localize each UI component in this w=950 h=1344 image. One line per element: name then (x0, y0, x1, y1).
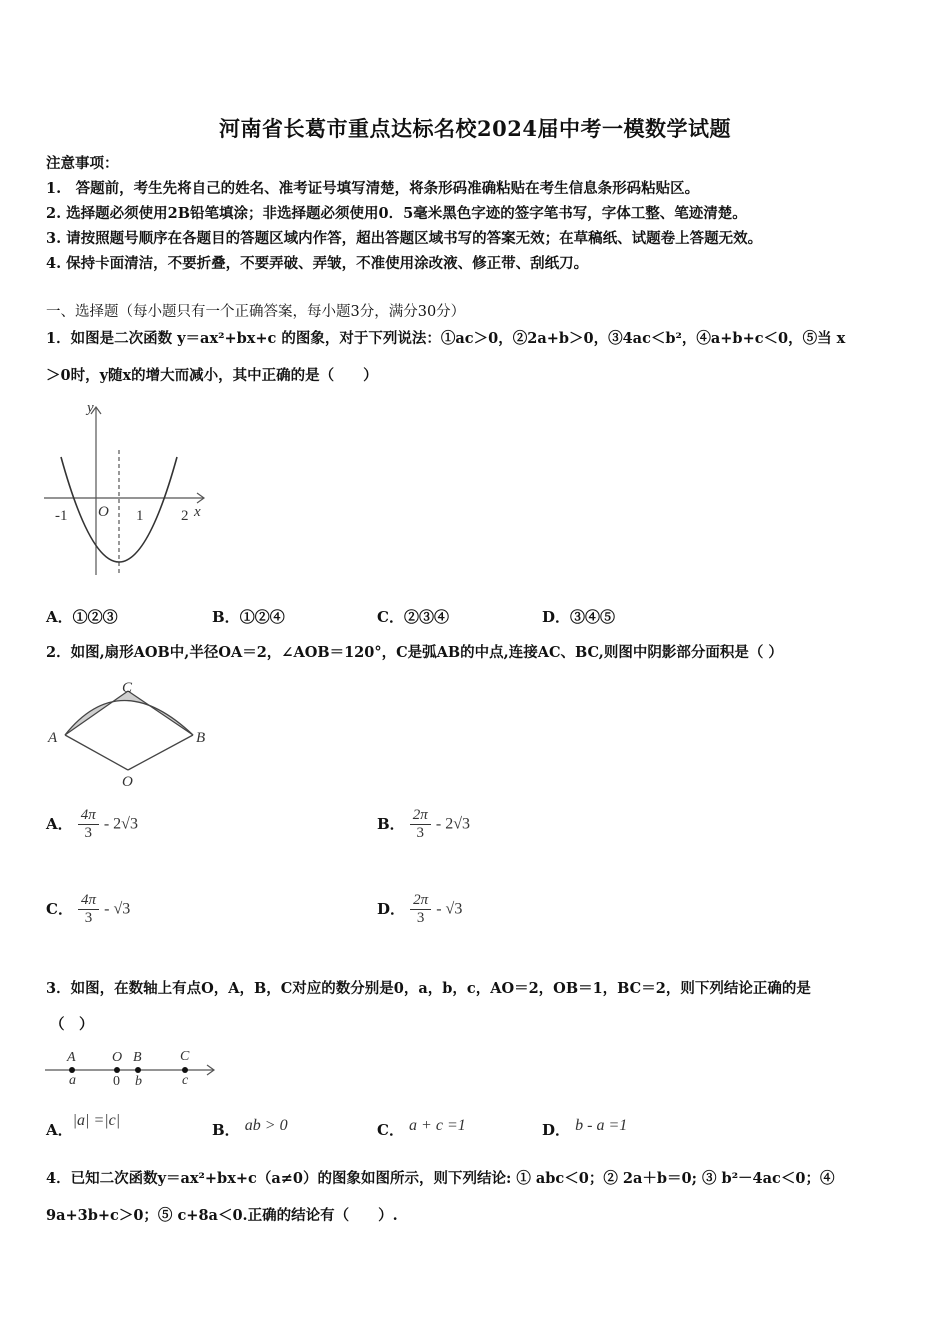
point-b (135, 1067, 141, 1073)
notice-item: 3. 请按照题号顺序在各题目的答题区域内作答，超出答题区域书写的答案无效；在草稿纸、试题卷上答题无效。 (46, 230, 763, 247)
q2-option-a[interactable]: A． $\frac{4\pi}{3}$ - 2√3 (46, 807, 138, 841)
radius-oa (65, 735, 128, 770)
radius-ob (128, 735, 193, 770)
notice-heading: 注意事项： (46, 155, 119, 172)
fraction: $\frac{2\pi}{3}$ (410, 807, 431, 842)
q4-text-line1: 4．已知二次函数y＝ax²+bx+c（a≠0）的图象如图所示，则下列结论: ① abc＜0；② 2a＋b＝0; ③ b²－4ac＜0；④ (46, 1170, 835, 1187)
q2-option-c[interactable]: C． $\frac{4\pi}{3}$ - √3 (46, 892, 131, 926)
segment-ac (65, 691, 128, 735)
q1-option-a[interactable]: A．①②③ (46, 608, 118, 626)
q1-text-line2: ＞0时，y随x的增大而减小，其中正确的是（ ） (46, 367, 378, 384)
q3-text-line1: 3．如图，在数轴上有点O，A，B，C对应的数分别是0，a，b，c，AO＝2，OB＝1，BC＝2，则下列结论正确的是 (46, 980, 811, 997)
point-a-label: A (48, 730, 58, 746)
q1-option-c[interactable]: C．②③④ (377, 608, 449, 626)
q1-option-b[interactable]: B．①②④ (212, 608, 285, 626)
fraction: $\frac{2\pi}{3}$ (410, 892, 431, 927)
fraction: $\frac{4\pi}{3}$ (78, 892, 99, 927)
q1-option-d[interactable]: D．③④⑤ (542, 608, 616, 626)
value-0-label: 0 (113, 1074, 120, 1089)
tick-label-2: 2 (181, 508, 189, 524)
q1-text-line1: 1．如图是二次函数 y＝ax²+bx+c 的图象，对于下列说法：①ac＞0，②2a+b＞0，③4ac＜b²，④a+b+c＜0，⑤当 x (46, 330, 846, 347)
q2-option-b[interactable]: B． $\frac{2\pi}{3}$ - 2√3 (377, 807, 470, 841)
q2-text: 2．如图,扇形AOB中,半径OA＝2，∠AOB＝120°，C是弧AB的中点,连接AC、BC,则图中阴影部分面积是（ ） (46, 644, 783, 661)
point-b-label: B (196, 730, 206, 746)
fraction: $\frac{4\pi}{3}$ (78, 807, 99, 842)
point-a-label: A (67, 1050, 76, 1065)
tick-label-neg1: -1 (55, 508, 68, 524)
origin-label: O (98, 504, 109, 520)
value-a-label: a (69, 1073, 76, 1088)
point-o (114, 1067, 120, 1073)
q4-text-line2: 9a+3b+c＞0；⑤ c+8a＜0.正确的结论有（ ）. (46, 1207, 398, 1224)
notice-item: 4. 保持卡面清洁，不要折叠，不要弄破、弄皱，不准使用涂改液、修正带、刮纸刀。 (46, 255, 589, 272)
q3-option-c[interactable]: C． a + c =1 (377, 1117, 466, 1139)
section-heading: 一、选择题（每小题只有一个正确答案，每小题3分，满分30分） (46, 304, 466, 320)
q3-option-d[interactable]: D． b - a =1 (542, 1117, 628, 1139)
q1-parabola-figure (40, 395, 220, 590)
q2-sector-figure (45, 678, 210, 790)
point-c-label: C (122, 680, 133, 696)
point-o-label: O (122, 774, 133, 790)
notice-item: 2. 选择题必须使用2B铅笔填涂；非选择题必须使用0．5毫米黑色字迹的签字笔书写，字体工整、笔迹清楚。 (46, 205, 747, 222)
point-o-label: O (112, 1050, 123, 1065)
q3-option-a[interactable]: A．|a| =|c| (46, 1112, 121, 1139)
shaded-region (65, 691, 193, 735)
q2-option-d[interactable]: D． $\frac{2\pi}{3}$ - √3 (377, 892, 463, 926)
point-c-label: C (180, 1049, 190, 1064)
value-b-label: b (135, 1074, 142, 1089)
page-title: 河南省长葛市重点达标名校2024届中考一模数学试题 (219, 116, 731, 141)
q3-number-line (42, 1046, 224, 1090)
y-axis-label: y (87, 400, 94, 416)
q3-option-b[interactable]: B． ab > 0 (212, 1117, 288, 1139)
x-axis-label: x (194, 504, 201, 520)
tick-label-1: 1 (136, 508, 144, 524)
segment-cb (128, 691, 193, 735)
notice-item: 1. 答题前，考生先将自己的姓名、准考证号填写清楚，将条形码准确粘贴在考生信息条形码粘贴区。 (46, 180, 700, 197)
point-b-label: B (133, 1050, 142, 1065)
value-c-label: c (182, 1073, 189, 1088)
q3-text-line2: （ ） (50, 1016, 94, 1033)
